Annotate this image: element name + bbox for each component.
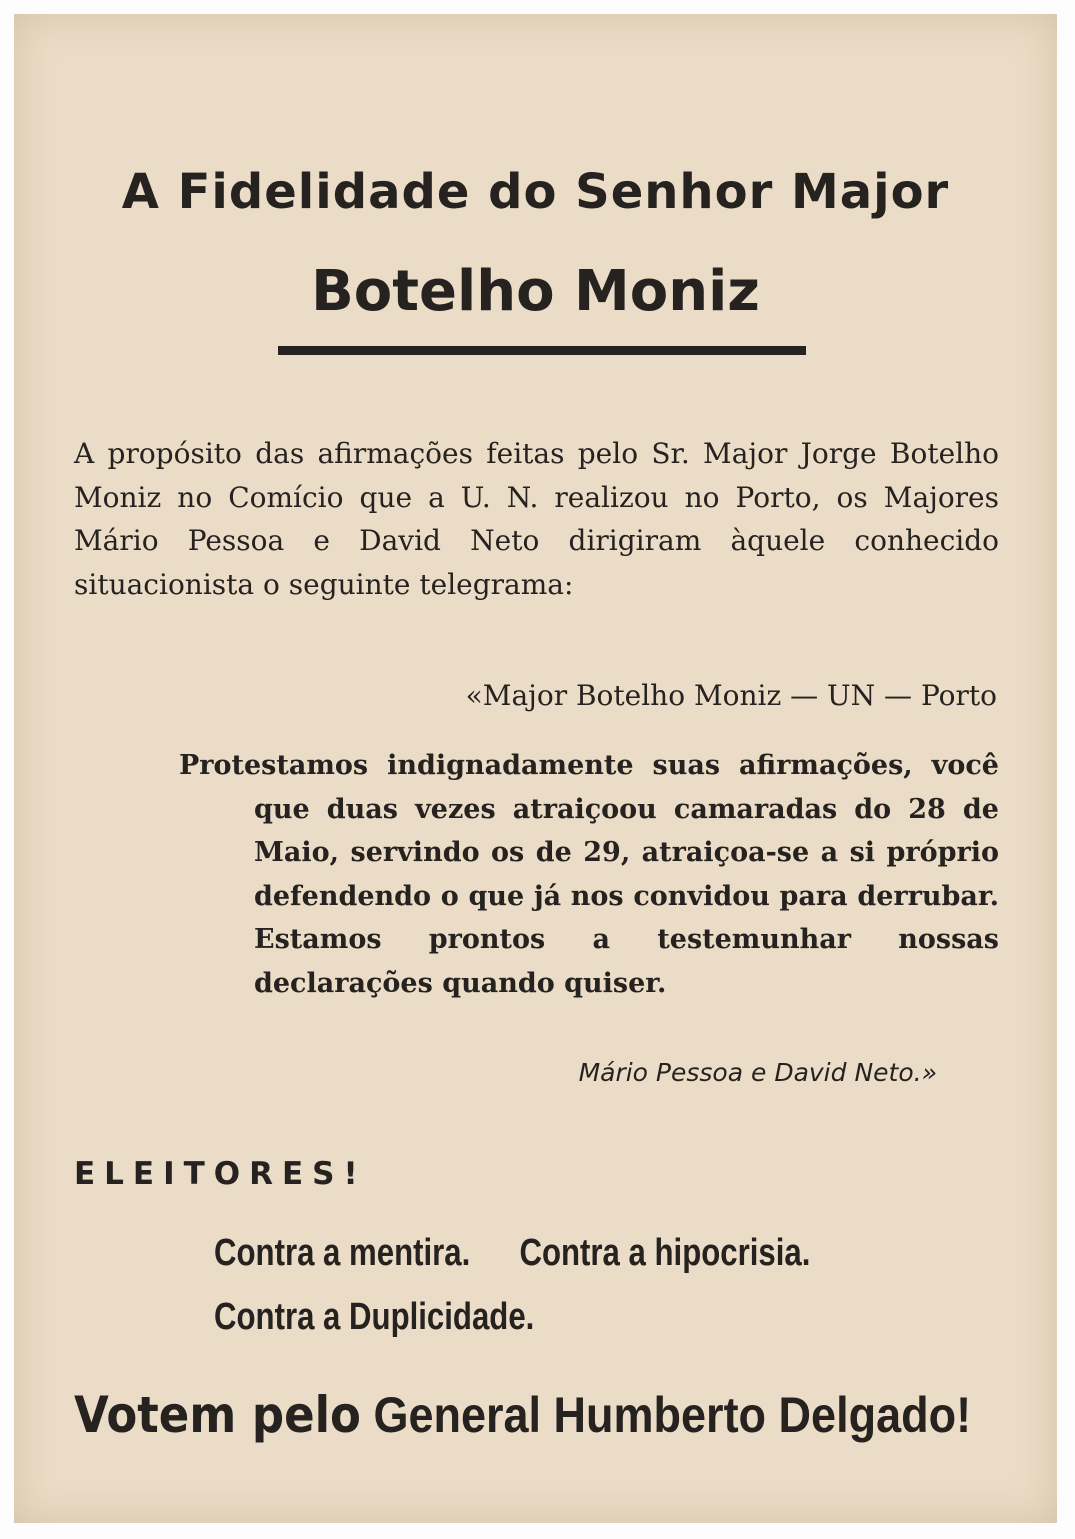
headline-line-1: A Fidelidade do Senhor Major (121, 164, 950, 220)
slogan-line-1 (214, 1232, 810, 1275)
leaflet-page (14, 14, 1057, 1523)
slogan-duplicidade: Contra a Duplicidade. (214, 1296, 535, 1338)
vote-call-prefix: Votem pelo (74, 1386, 361, 1444)
headline-line-2: Botelho Moniz (311, 259, 760, 324)
vote-call (74, 1386, 971, 1444)
headline-underline (278, 346, 806, 355)
slogan-hipocrisia: Contra a hipocrisia. (519, 1232, 811, 1274)
slogan-mentira: Contra a mentira. (214, 1232, 471, 1274)
telegram-signature: Mário Pessoa e David Neto.» (578, 1058, 937, 1087)
telegram-body: Protestamos indignadamente suas afirmações, você que duas vezes atraiçoou camaradas do 28 de Maio, servindo os de 29, atraiçoa-se a si próprio defendendo o que já nos convidou para derrubar. Estamos prontos a testemunhar nossas declarações quando quiser. (179, 750, 999, 999)
appeal-heading: ELEITORES! (74, 1156, 367, 1192)
intro-paragraph: A propósito das afirmações feitas pelo Sr. Major Jorge Botelho Moniz no Comício que a U. N. realizou no Porto, os Majores Mário Pessoa e David Neto dirigiram àquele conhecido situacionista o seguinte telegrama: (74, 437, 999, 601)
telegram-address: «Major Botelho Moniz — UN — Porto (465, 679, 997, 712)
vote-call-candidate: General Humberto Delgado! (373, 1387, 972, 1443)
